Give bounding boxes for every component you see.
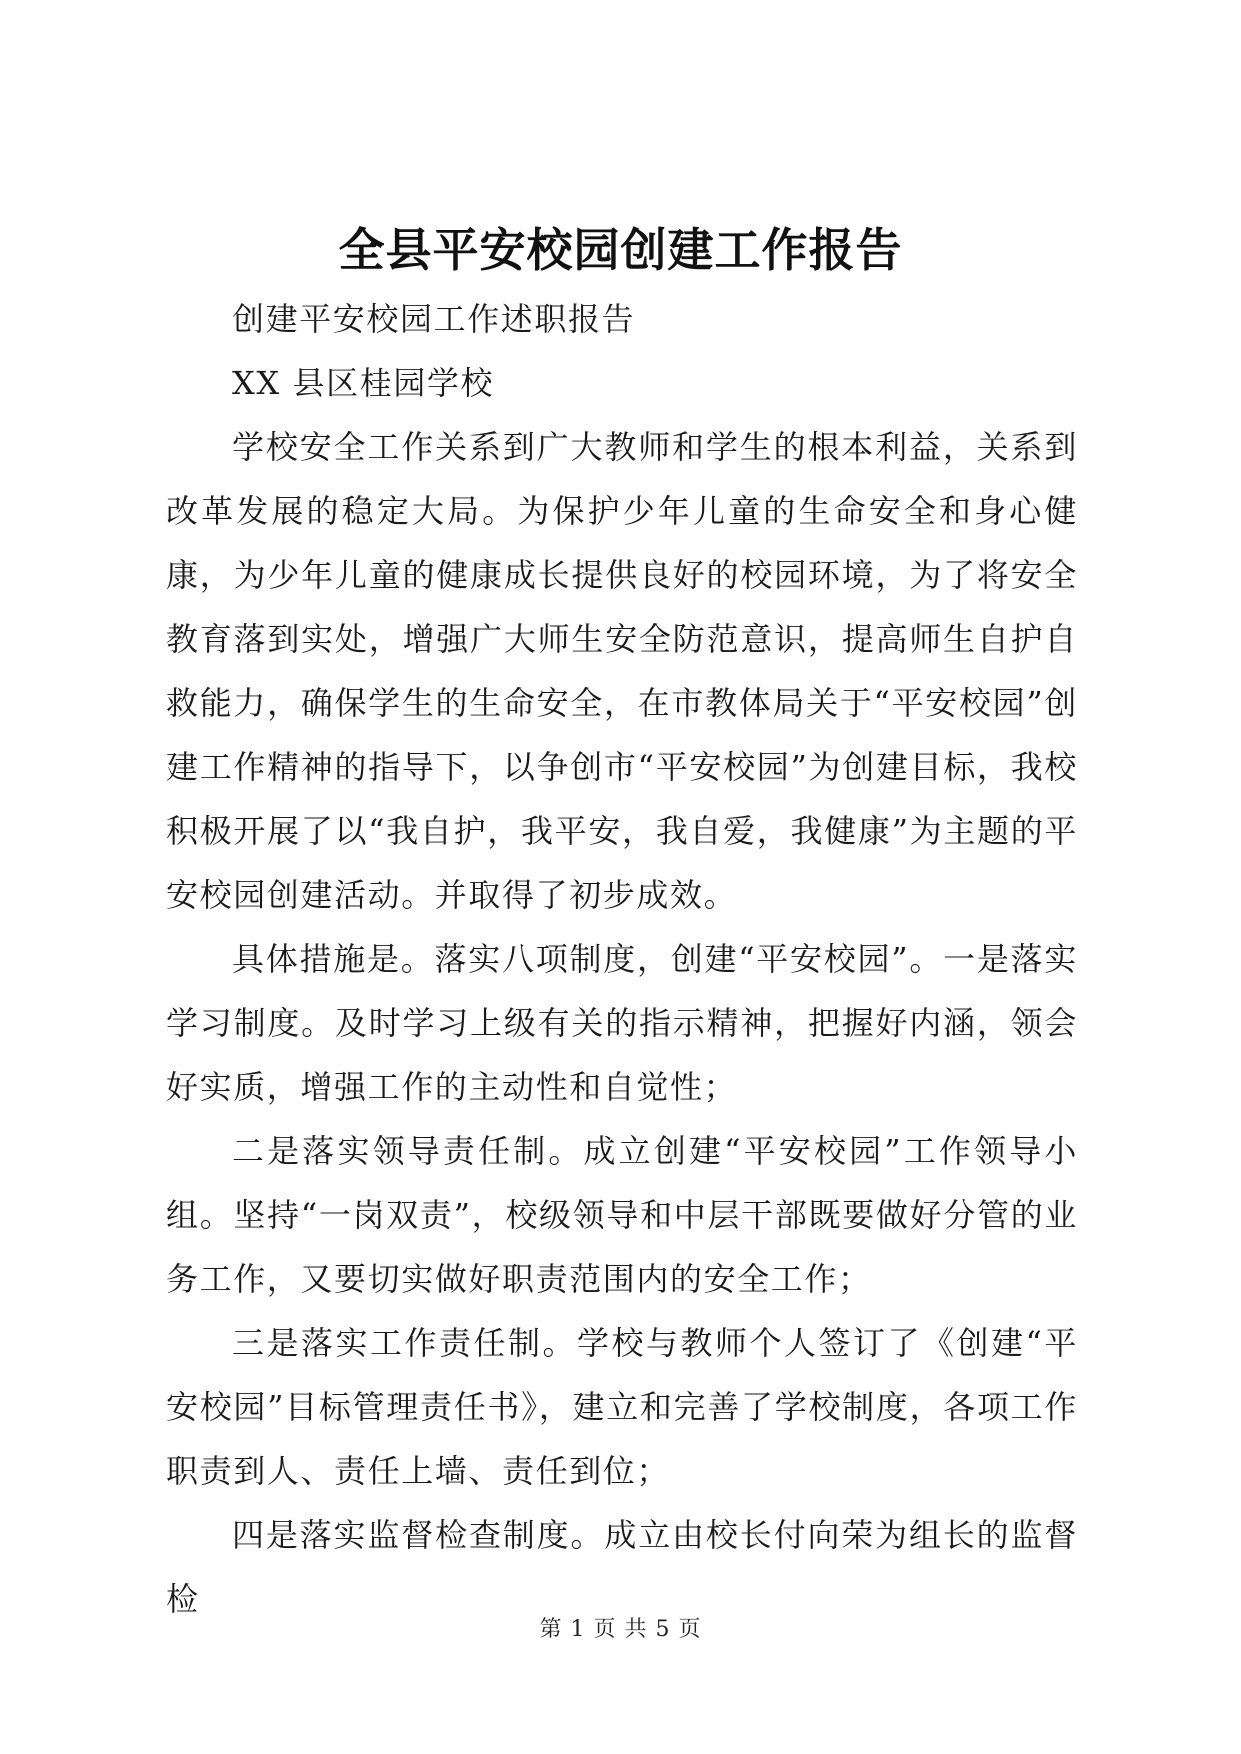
paragraph-subtitle: 创建平安校园工作述职报告	[232, 300, 636, 338]
paragraph-responsibility: 三是落实工作责任制。学校与教师个人签订了《创建“平安校园”目标管理责任书》，建立和完善了学校制度，各项工作职责到人、责任上墙、责任到位；	[166, 1324, 1078, 1490]
paragraph-measures: 具体措施是。落实八项制度，创建“平安校园”。一是落实学习制度。及时学习上级有关的指示精神，把握好内涵，领会好实质，增强工作的主动性和自觉性；	[166, 940, 1078, 1106]
page-footer: 第 1 页 共 5 页	[539, 1617, 702, 1642]
document-title: 全县平安校园创建工作报告	[338, 223, 903, 277]
paragraph-leadership: 二是落实领导责任制。成立创建“平安校园”工作领导小组。坚持“一岗双责”，校级领导和中层干部既要做好分管的业务工作，又要切实做好职责范围内的安全工作；	[166, 1132, 1078, 1298]
paragraph-school-name: XX 县区桂园学校	[232, 364, 495, 402]
paragraph-intro: 学校安全工作关系到广大教师和学生的根本利益，关系到改革发展的稳定大局。为保护少年儿童的生命安全和身心健康，为少年儿童的健康成长提供良好的校园环境，为了将安全教育落到实处，增强广大师生安全防范意识，提高师生自护自救能力，确保学生的生命安全，在市教体局关于“平安校园”创建工作精神的指导下，以争创市“平安校园”为创建目标，我校积极开展了以“我自护，我平安，我自爱，我健康”为主题的平安校园创建活动。并取得了初步成效。	[166, 428, 1078, 914]
paragraph-supervision: 四是落实监督检查制度。成立由校长付向荣为组长的监督检	[166, 1516, 1078, 1618]
document-body	[166, 287, 1078, 1631]
